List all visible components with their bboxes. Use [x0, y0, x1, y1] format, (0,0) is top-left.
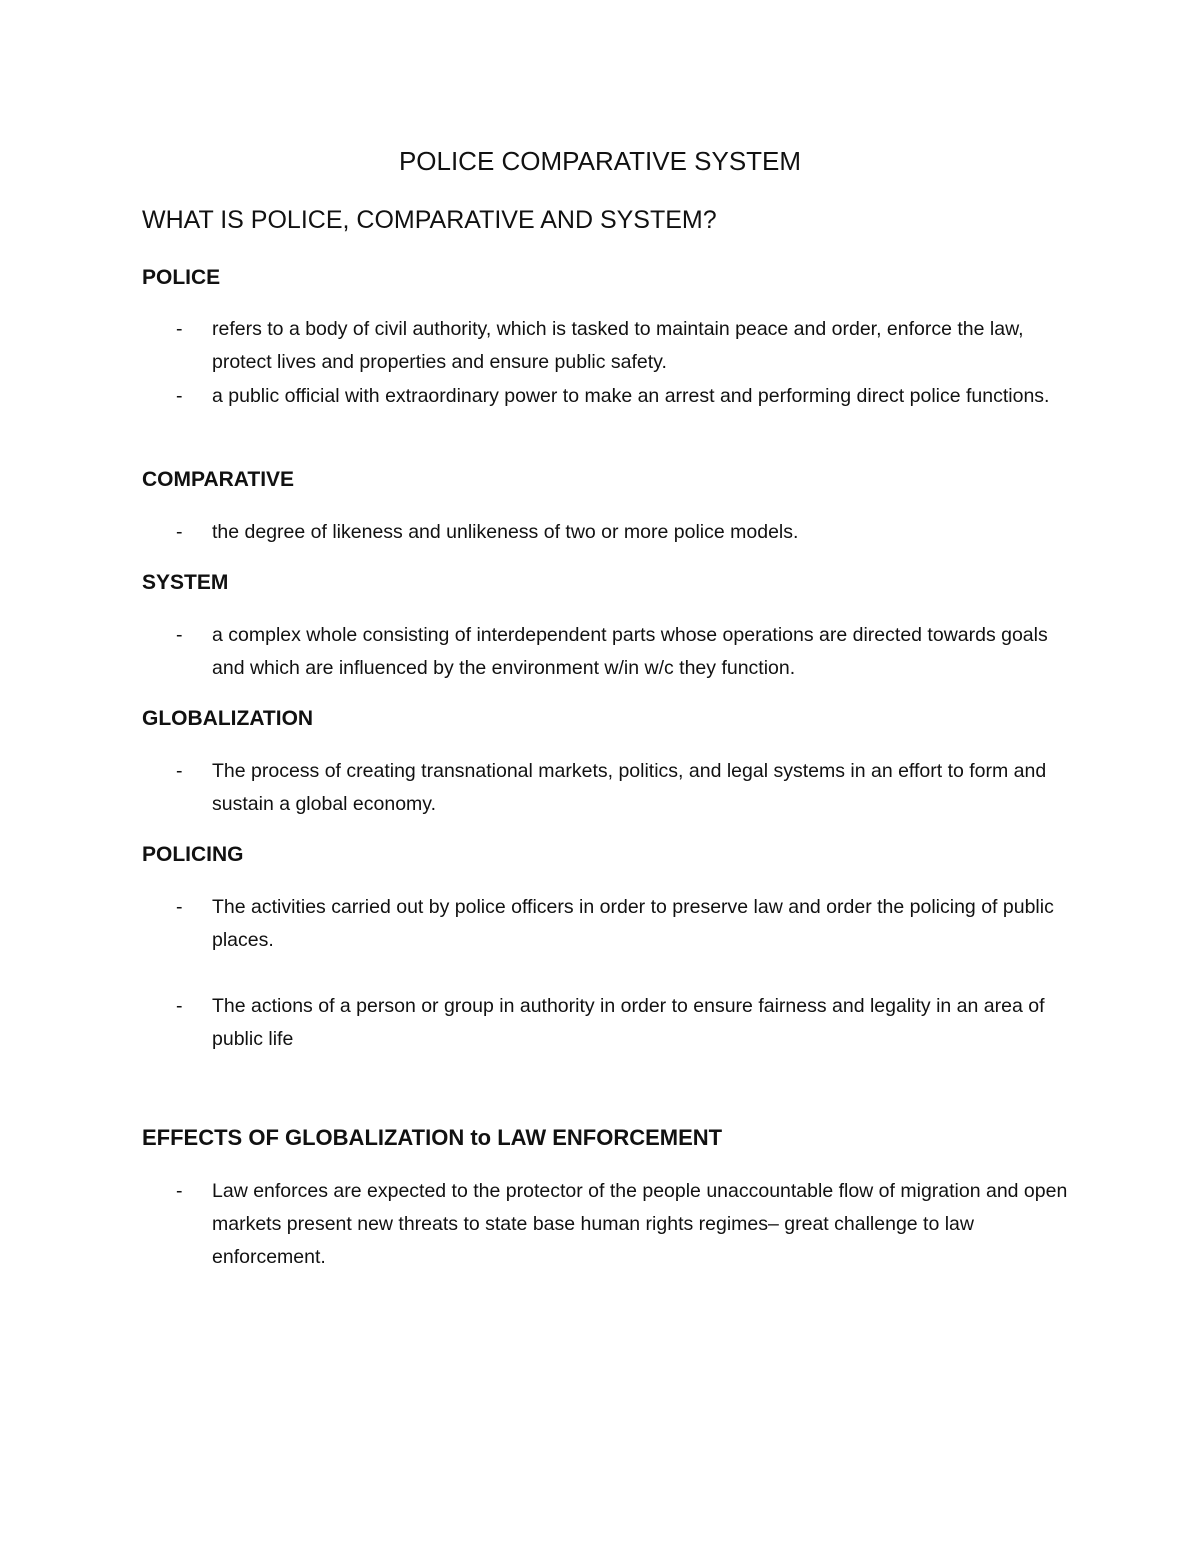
list-item — [176, 313, 1076, 379]
list-item — [176, 619, 1076, 685]
list-item-text: The actions of a person or group in authority in order to ensure fairness and legality in an area of public life — [212, 995, 1045, 1050]
section-heading-comparative: COMPARATIVE — [142, 468, 295, 491]
bullet-marker: - — [176, 760, 183, 782]
list-item-text: Law enforces are expected to the protector of the people unaccountable flow of migration and open markets present new threats to state base human rights regimes– great challenge to law enforcement. — [212, 1180, 1068, 1268]
section-heading-globalization: GLOBALIZATION — [142, 707, 314, 730]
list-item — [176, 380, 1076, 413]
list-item-text: a complex whole consisting of interdependent parts whose operations are directed towards goals and which are influenced by the environment w/in w/c they function. — [212, 624, 1048, 679]
list-item — [176, 755, 1076, 821]
list-item-text: refers to a body of civil authority, which is tasked to maintain peace and order, enforce the law, protect lives and properties and ensure public safety. — [212, 318, 1024, 373]
bullet-marker: - — [176, 318, 183, 340]
list-item — [176, 516, 1076, 549]
section-heading-system: SYSTEM — [142, 571, 229, 594]
list-item — [176, 990, 1076, 1056]
document-subtitle: WHAT IS POLICE, COMPARATIVE AND SYSTEM? — [142, 206, 717, 234]
section-heading-effects: EFFECTS OF GLOBALIZATION to LAW ENFORCEMENT — [142, 1125, 723, 1150]
bullet-marker: - — [176, 896, 183, 918]
list-item — [176, 891, 1076, 957]
bullet-marker: - — [176, 521, 183, 543]
bullet-marker: - — [176, 995, 183, 1017]
list-item-text: The activities carried out by police officers in order to preserve law and order the policing of public places. — [212, 896, 1054, 951]
section-heading-police: POLICE — [142, 266, 221, 289]
list-item — [176, 1175, 1076, 1274]
list-item-text: the degree of likeness and unlikeness of two or more police models. — [212, 521, 799, 543]
list-item-text: The process of creating transnational markets, politics, and legal systems in an effort to form and sustain a global economy. — [212, 760, 1047, 815]
document-title: POLICE COMPARATIVE SYSTEM — [398, 146, 802, 176]
bullet-marker: - — [176, 624, 183, 646]
bullet-marker: - — [176, 385, 183, 407]
bullet-marker: - — [176, 1180, 183, 1202]
list-item-text: a public official with extraordinary power to make an arrest and performing direct police functions. — [212, 385, 1050, 407]
section-heading-policing: POLICING — [142, 843, 244, 866]
